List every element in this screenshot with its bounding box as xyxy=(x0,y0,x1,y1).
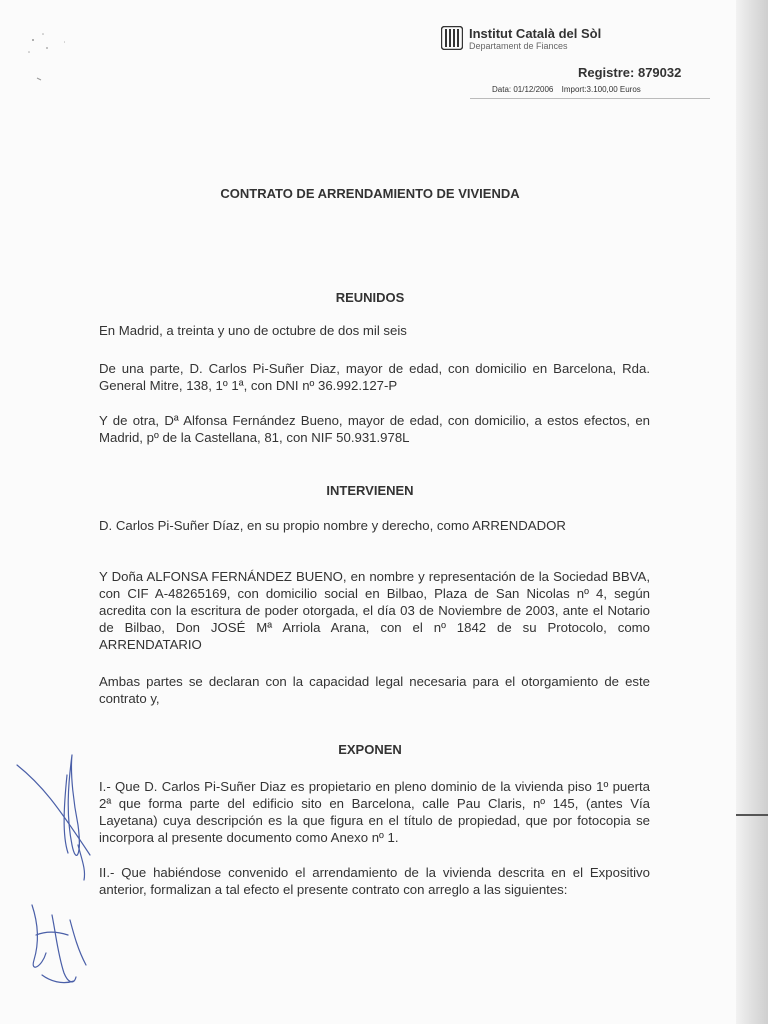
paragraph-second-party: Y de otra, Dª Alfonsa Fernández Bueno, mayor de edad, con domicilio, a estos efectos, en Madrid, pº de la Castellana, 81, con NIF 50.931.978L xyxy=(99,413,650,445)
paragraph-place-date: En Madrid, a treinta y uno de octubre de dos mil seis xyxy=(99,323,407,338)
heading-intervienen: INTERVIENEN xyxy=(326,483,414,498)
letterhead xyxy=(441,26,701,52)
paragraph-capacity: Ambas partes se declaran con la capacidad legal necesaria para el otorgamiento de este contrato y, xyxy=(99,674,650,706)
stamp-date: Data: 01/12/2006 xyxy=(492,85,554,94)
org-name: Institut Català del Sòl xyxy=(469,26,602,41)
heading-reunidos: REUNIDOS xyxy=(335,290,405,305)
header-divider xyxy=(470,98,710,99)
paragraph-arrendatario: Y Doña ALFONSA FERNÁNDEZ BUENO, en nombre y representación de la Sociedad BBVA, con CIF A-48265169, con domicilio social en Bilbao, Plaza de San Nicolas nº 4, según acredita con la escritura de poder otorgada, el día 03 de Noviembre de 2003, ante el Notario de Bilbao, Don JOSÉ Mª Arriola Arana, con el nº 1842 de su Protocolo, como ARRENDATARIO xyxy=(99,569,650,652)
registration-number: Registre: 879032 xyxy=(578,65,682,80)
stamp-amount: Import:3.100,00 Euros xyxy=(561,85,641,94)
generalitat-logo-icon xyxy=(441,26,463,50)
handwritten-signature xyxy=(12,745,107,1005)
scan-specks xyxy=(25,28,65,88)
heading-exponen: EXPONEN xyxy=(338,742,402,757)
stamp-line xyxy=(492,85,647,94)
paragraph-arrendador: D. Carlos Pi-Suñer Díaz, en su propio nombre y derecho, como ARRENDADOR xyxy=(99,518,566,533)
paragraph-expositivo-2: II.- Que habiéndose convenido el arrendamiento de la vivienda descrita en el Expositivo anterior, formalizan a tal efecto el presente contrato con arreglo a las siguientes: xyxy=(99,865,650,897)
org-department: Departament de Fiances xyxy=(469,41,568,51)
scanner-edge xyxy=(736,0,768,1024)
paragraph-first-party: De una parte, D. Carlos Pi-Suñer Diaz, mayor de edad, con domicilio en Barcelona, Rda. General Mitre, 138, 1º 1ª, con DNI nº 36.992.127-P xyxy=(99,361,650,393)
document-title: CONTRATO DE ARRENDAMIENTO DE VIVIENDA xyxy=(220,186,520,201)
paragraph-expositivo-1: I.- Que D. Carlos Pi-Suñer Diaz es propietario en pleno dominio de la vivienda piso 1º puerta 2ª que forma parte del edificio sito en Barcelona, calle Pau Claris, nº 145, (antes Vía Layetana) cuya descripción es la que figura en el título de propiedad, que por fotocopia se incorpora al presente documento como Anexo nº 1. xyxy=(99,779,650,845)
scanner-line xyxy=(736,814,768,816)
